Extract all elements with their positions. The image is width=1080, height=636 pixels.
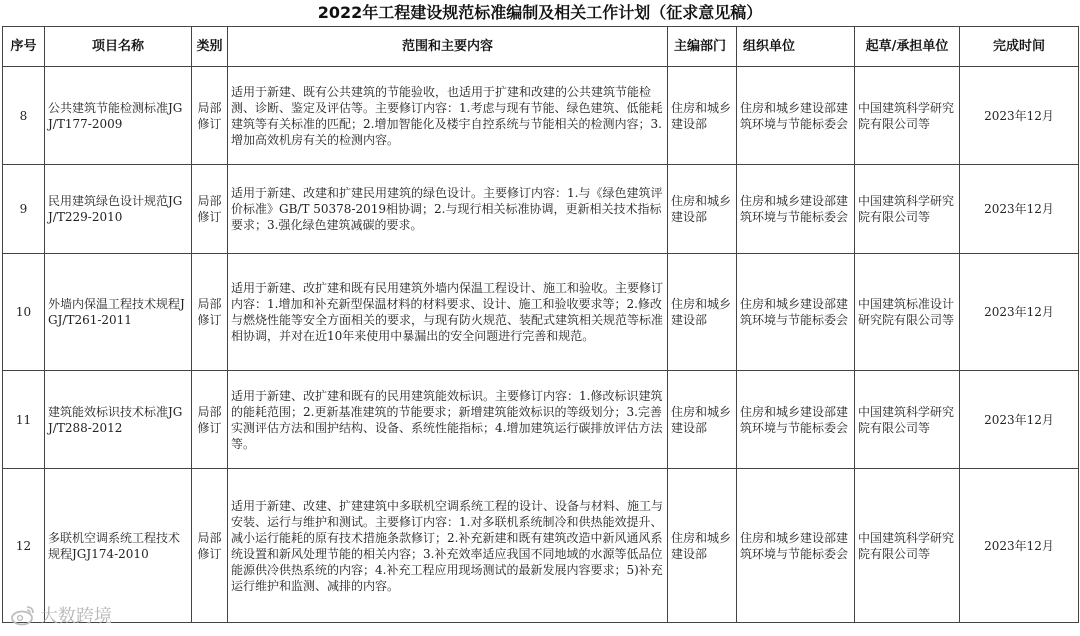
table-row <box>3 254 1079 371</box>
cell-category: 局部修订 <box>192 165 228 254</box>
cell-drafter: 中国建筑科学研究院有限公司等 <box>855 371 960 469</box>
watermark-text: 大数跨境 <box>40 606 112 627</box>
header-no: 序号 <box>3 27 45 67</box>
cell-deadline: 2023年12月 <box>960 371 1079 469</box>
cell-dept: 住房和城乡建设部 <box>668 165 737 254</box>
cell-name: 多联机空调系统工程技术规程JGJ174-2010 <box>45 469 192 623</box>
cell-no: 10 <box>3 254 45 371</box>
cell-no: 8 <box>3 67 45 165</box>
cell-name: 外墙内保温工程技术规程JGJ/T261-2011 <box>45 254 192 371</box>
cell-scope: 适用于新建、改建、扩建建筑中多联机空调系统工程的设计、设备与材料、施工与安装、运行与维护和测试。主要修订内容：1.对多联机系统制冷和供热能效提升、减小运行能耗的原有技术措施条款修订；2.补充新建和既有建筑改造中新风通风系统设置和新风处理节能的相关内容；3.补充效率适应我国不同地域的水源等低品位能源供冷供热系统的内容；4.补充工程应用现场测试的最新发展内容要求；5)补充运行维护和监测、减排的内容。 <box>228 469 668 623</box>
cell-org: 住房和城乡建设部建筑环境与节能标委会 <box>737 371 855 469</box>
cell-org: 住房和城乡建设部建筑环境与节能标委会 <box>737 254 855 371</box>
header-deadline: 完成时间 <box>960 27 1079 67</box>
cell-drafter: 中国建筑科学研究院有限公司等 <box>855 67 960 165</box>
cell-org: 住房和城乡建设部建筑环境与节能标委会 <box>737 469 855 623</box>
cell-scope: 适用于新建、改建和扩建民用建筑的绿色设计。主要修订内容：1.与《绿色建筑评价标准》GB/T 50378-2019相协调；2.与现行相关标准协调，更新相关技术指标要求；3.强化绿色建筑减碳的要求。 <box>228 165 668 254</box>
header-scope: 范围和主要内容 <box>228 27 668 67</box>
cell-name: 民用建筑绿色设计规范JGJ/T229-2010 <box>45 165 192 254</box>
header-name: 项目名称 <box>45 27 192 67</box>
cell-category: 局部修订 <box>192 67 228 165</box>
watermark <box>10 600 112 630</box>
cell-category: 局部修订 <box>192 469 228 623</box>
header-drafter: 起草/承担单位 <box>855 27 960 67</box>
cell-scope: 适用于新建、既有公共建筑的节能验收，也适用于扩建和改建的公共建筑节能检测、诊断、鉴定及评估等。主要修订内容：1.考虑与现有节能、绿色建筑、低能耗建筑等有关标准的匹配；2.增加智能化及楼宇自控系统与节能相关的检测内容；3.增加高效机房有关的检测内容。 <box>228 67 668 165</box>
cell-org: 住房和城乡建设部建筑环境与节能标委会 <box>737 165 855 254</box>
header-row <box>3 27 1079 67</box>
cell-dept: 住房和城乡建设部 <box>668 67 737 165</box>
cell-deadline: 2023年12月 <box>960 165 1079 254</box>
cell-scope: 适用于新建、改扩建和既有民用建筑外墙内保温工程设计、施工和验收。主要修订内容：1.增加和补充新型保温材料的材料要求、设计、施工和验收要求等；2.修改与燃烧性能等安全方面相关的要求，与现有防火规范、装配式建筑相关规范等标准相协调，并对在近10年来使用中暴漏出的安全问题进行完善和规范。 <box>228 254 668 371</box>
cell-deadline: 2023年12月 <box>960 469 1079 623</box>
weibo-icon <box>10 604 36 626</box>
table-row <box>3 371 1079 469</box>
cell-no: 12 <box>3 469 45 623</box>
cell-deadline: 2023年12月 <box>960 67 1079 165</box>
cell-no: 11 <box>3 371 45 469</box>
cell-scope: 适用于新建、改扩建和既有的民用建筑能效标识。主要修订内容：1.修改标识建筑的能耗范围；2.更新基准建筑的节能要求；新增建筑能效标识的等级划分；3.完善实测评估方法和围护结构、设备、系统性能指标；4.增加建筑运行碳排放评估方法等。 <box>228 371 668 469</box>
table-row <box>3 165 1079 254</box>
cell-org: 住房和城乡建设部建筑环境与节能标委会 <box>737 67 855 165</box>
cell-dept: 住房和城乡建设部 <box>668 254 737 371</box>
page-title: 2022年工程建设规范标准编制及相关工作计划（征求意见稿） <box>317 3 763 22</box>
header-category: 类别 <box>192 27 228 67</box>
cell-category: 局部修订 <box>192 371 228 469</box>
cell-name: 公共建筑节能检测标准JGJ/T177-2009 <box>45 67 192 165</box>
cell-no: 9 <box>3 165 45 254</box>
cell-name: 建筑能效标识技术标准JGJ/T288-2012 <box>45 371 192 469</box>
header-dept: 主编部门 <box>668 27 737 67</box>
cell-drafter: 中国建筑标准设计研究院有限公司等 <box>855 254 960 371</box>
cell-drafter: 中国建筑科学研究院有限公司等 <box>855 165 960 254</box>
cell-drafter: 中国建筑科学研究院有限公司等 <box>855 469 960 623</box>
cell-category: 局部修订 <box>192 254 228 371</box>
cell-deadline: 2023年12月 <box>960 254 1079 371</box>
header-org: 组织单位 <box>737 27 855 67</box>
plan-table <box>2 26 1079 623</box>
cell-dept: 住房和城乡建设部 <box>668 469 737 623</box>
table-row <box>3 67 1079 165</box>
cell-dept: 住房和城乡建设部 <box>668 371 737 469</box>
table-row <box>3 469 1079 623</box>
